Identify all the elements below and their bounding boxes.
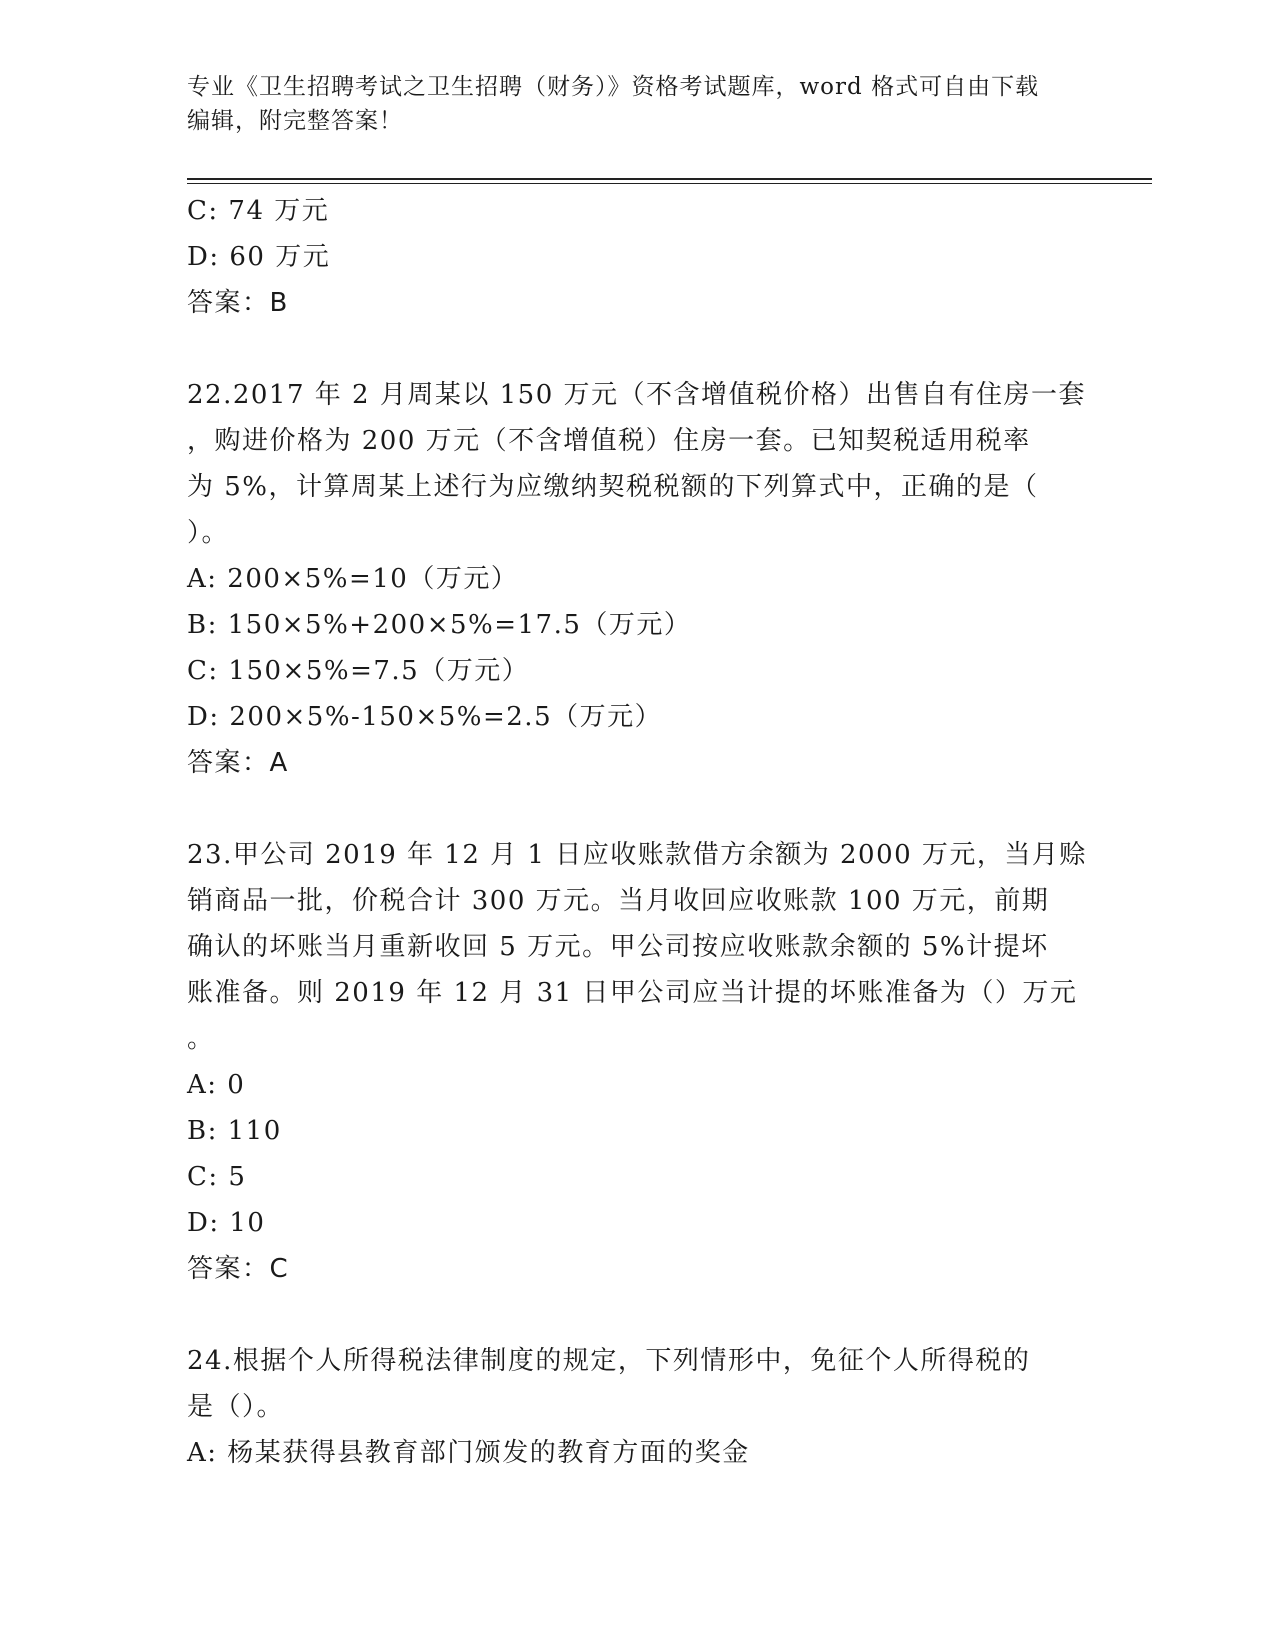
question-block-23 <box>187 832 1087 1292</box>
option-c: C: 150×5%=7.5（万元） <box>187 656 530 686</box>
option-a: A: 杨某获得县教育部门颁发的教育方面的奖金 <box>187 1438 750 1468</box>
question-line: 24.根据个人所得税法律制度的规定，下列情形中，免征个人所得税的 <box>187 1346 1031 1376</box>
answer-line: 答案：C <box>187 1254 290 1284</box>
question-line: 23.甲公司 2019 年 12 月 1 日应收账款借方余额为 2000 万元，当月赊 <box>187 840 1087 870</box>
question-text <box>187 832 1087 1062</box>
option-b: B: 110 <box>187 1116 282 1146</box>
page-header <box>187 70 1087 138</box>
header-divider-thick <box>187 178 1152 180</box>
document-body <box>187 188 1087 1522</box>
question-line: 是（）。 <box>187 1392 285 1422</box>
option-b: B: 150×5%+200×5%=17.5（万元） <box>187 610 692 640</box>
option-d: D: 10 <box>187 1208 266 1238</box>
question-line: 22.2017 年 2 月周某以 150 万元（不含增值税价格）出售自有住房一套 <box>187 380 1087 410</box>
header-line-1: 专业《卫生招聘考试之卫生招聘（财务）》资格考试题库，word 格式可自由下载 <box>187 74 1040 100</box>
option-a: A: 200×5%=10（万元） <box>187 564 519 594</box>
option-a: A: 0 <box>187 1070 246 1100</box>
question-text <box>187 372 1087 556</box>
question-line: 账准备。则 2019 年 12 月 31 日甲公司应当计提的坏账准备为（）万元 <box>187 978 1078 1008</box>
header-divider-thin <box>187 183 1152 184</box>
option-c: C: 5 <box>187 1162 247 1192</box>
header-line-2: 编辑，附完整答案！ <box>187 108 403 134</box>
question-line: 确认的坏账当月重新收回 5 万元。甲公司按应收账款余额的 5%计提坏 <box>187 932 1049 962</box>
question-line: 为 5%，计算周某上述行为应缴纳契税税额的下列算式中，正确的是（ <box>187 472 1039 502</box>
question-line: 。 <box>187 1024 215 1054</box>
answer-line: 答案：A <box>187 748 289 778</box>
question-block-24 <box>187 1338 1087 1476</box>
question-block-21 <box>187 188 1087 326</box>
question-line: ，购进价格为 200 万元（不含增值税）住房一套。已知契税适用税率 <box>187 426 1031 456</box>
question-line: ）。 <box>187 518 230 548</box>
question-text <box>187 1338 1087 1430</box>
answer-line: 答案：B <box>187 288 289 318</box>
option-c: C: 74 万元 <box>187 196 330 226</box>
question-block-22 <box>187 372 1087 786</box>
question-line: 销商品一批，价税合计 300 万元。当月收回应收账款 100 万元，前期 <box>187 886 1050 916</box>
option-d: D: 60 万元 <box>187 242 331 272</box>
option-d: D: 200×5%-150×5%=2.5（万元） <box>187 702 663 732</box>
